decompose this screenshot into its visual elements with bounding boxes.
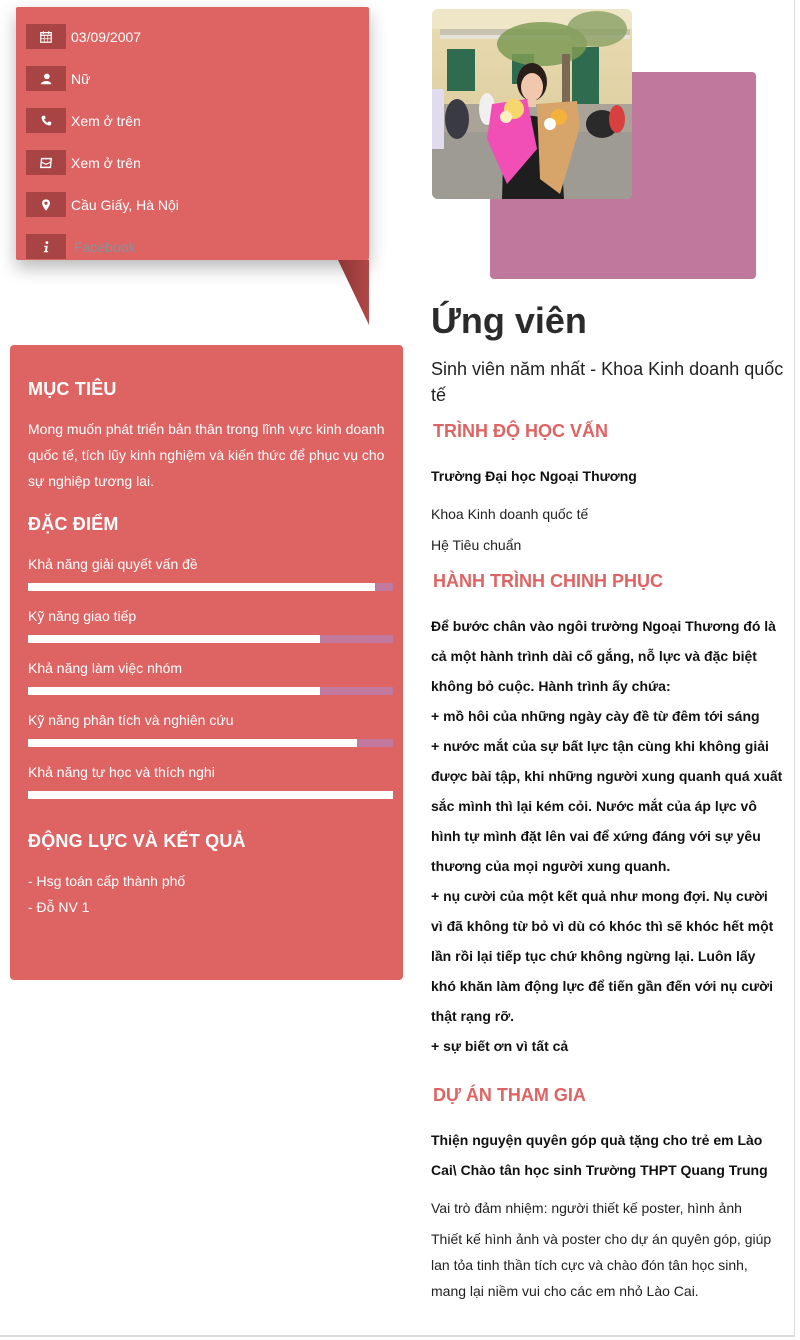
skill-bar bbox=[28, 583, 393, 591]
contact-address bbox=[26, 192, 179, 217]
skill-label: Kỹ năng phân tích và nghiên cứu bbox=[28, 712, 234, 728]
email-icon bbox=[26, 150, 66, 175]
motivation-heading: ĐỘNG LỰC VÀ KẾT QUẢ bbox=[28, 831, 246, 851]
skill-bar bbox=[28, 791, 393, 799]
education-heading: TRÌNH ĐỘ HỌC VẤN bbox=[433, 421, 608, 441]
education-school: Trường Đại học Ngoại Thương bbox=[431, 468, 637, 484]
contact-phone bbox=[26, 108, 141, 133]
contact-text: 03/09/2007 bbox=[71, 28, 142, 45]
journey-paragraph: + sự biết ơn vì tất cả bbox=[431, 1038, 569, 1054]
journey-paragraph: + mồ hôi của những ngày cày đề từ đêm tới sáng bbox=[431, 708, 760, 724]
skill-fill bbox=[28, 791, 393, 799]
journey-text bbox=[431, 611, 783, 1061]
skill-label: Khả năng tự học và thích nghi bbox=[28, 764, 215, 780]
traits-heading: ĐẶC ĐIỂM bbox=[28, 514, 119, 534]
journey-paragraph: Để bước chân vào ngôi trường Ngoại Thương đó là cả một hành trình dài cố gắng, nỗ lực và đặc biệt không bỏ cuộc. Hành trình ấy chứa: bbox=[431, 618, 776, 694]
achievement-item: - Hsg toán cấp thành phố bbox=[28, 873, 186, 889]
profile-photo-illustration bbox=[432, 9, 632, 199]
education-faculty: Khoa Kinh doanh quốc tế bbox=[431, 506, 589, 522]
calendar-icon bbox=[26, 24, 66, 49]
achievement-item: - Đỗ NV 1 bbox=[28, 899, 90, 915]
skill-fill bbox=[28, 583, 375, 591]
skill-bar bbox=[28, 635, 393, 643]
objective-text: Mong muốn phát triển bản thân trong lĩnh vực kinh doanh quốc tế, tích lũy kinh nghiệm và kiến thức để phục vụ cho sự nghiệp tương lai. bbox=[28, 421, 385, 489]
contact-email bbox=[26, 150, 141, 175]
journey-paragraph: + nước mắt của sự bất lực tận cùng khi không giải được bài tập, khi những người xung quanh quá xuất sắc mình thì lại kém cỏi. Nước mắt của áp lực vô hình tự mình đặt lên vai để xứng đáng với sự yêu thương của mọi người xung quanh. bbox=[431, 738, 783, 874]
journey-heading: HÀNH TRÌNH CHINH PHỤC bbox=[433, 571, 663, 591]
project-role: Vai trò đảm nhiệm: người thiết kế poster, hình ảnh bbox=[431, 1200, 742, 1216]
projects-heading: DỰ ÁN THAM GIA bbox=[433, 1085, 586, 1105]
contact-info-box bbox=[16, 7, 369, 260]
candidate-subtitle: Sinh viên năm nhất - Khoa Kinh doanh quốc tế bbox=[431, 359, 784, 405]
skill-bar bbox=[28, 739, 393, 747]
map-marker-icon bbox=[26, 192, 66, 217]
journey-paragraph: + nụ cười của một kết quả như mong đợi. Nụ cười vì đã không từ bỏ vì dù có khóc thì sẽ khóc hết một lần rồi lại tiếp tục chứ không ngừng lại. Luôn lấy khó khăn làm động lực để tiến gần đến với nụ cười thật rạng rỡ. bbox=[431, 888, 774, 1024]
candidate-name: Ứng viên bbox=[431, 300, 587, 341]
contact-gender bbox=[26, 66, 90, 91]
phone-icon bbox=[26, 108, 66, 133]
project-title: Thiện nguyện quyên góp quà tặng cho trẻ em Lào Cai\ Chào tân học sinh Trường THPT Quang Trung bbox=[431, 1132, 768, 1178]
profile-photo bbox=[432, 9, 632, 199]
contact-birthdate bbox=[26, 24, 141, 49]
skill-label: Khả năng làm việc nhóm bbox=[28, 660, 183, 676]
skill-fill bbox=[28, 687, 320, 695]
education-program: Hệ Tiêu chuẩn bbox=[431, 537, 522, 553]
contact-facebook[interactable] bbox=[26, 234, 135, 259]
contact-text: Xem ở trên bbox=[71, 154, 141, 171]
skill-label: Khả năng giải quyết vấn đề bbox=[28, 556, 198, 572]
skill-bar bbox=[28, 687, 393, 695]
skill-fill bbox=[28, 739, 357, 747]
skill-label: Kỹ năng giao tiếp bbox=[28, 608, 137, 624]
callout-tail bbox=[338, 260, 369, 325]
facebook-link[interactable]: Facebook bbox=[74, 238, 136, 255]
contact-text: Cầu Giấy, Hà Nội bbox=[71, 196, 179, 213]
contact-text: Nữ bbox=[71, 70, 91, 87]
objective-heading: MỤC TIÊU bbox=[28, 379, 117, 399]
left-panel bbox=[10, 345, 403, 980]
user-icon bbox=[26, 66, 66, 91]
info-icon bbox=[26, 234, 66, 259]
skill-fill bbox=[28, 635, 320, 643]
contact-text: Xem ở trên bbox=[71, 112, 141, 129]
project-description: Thiết kế hình ảnh và poster cho dự án quyên góp, giúp lan tỏa tinh thần tích cực và chào đón tân học sinh, mang lại niềm vui cho các em nhỏ Lào Cai. bbox=[431, 1231, 772, 1299]
